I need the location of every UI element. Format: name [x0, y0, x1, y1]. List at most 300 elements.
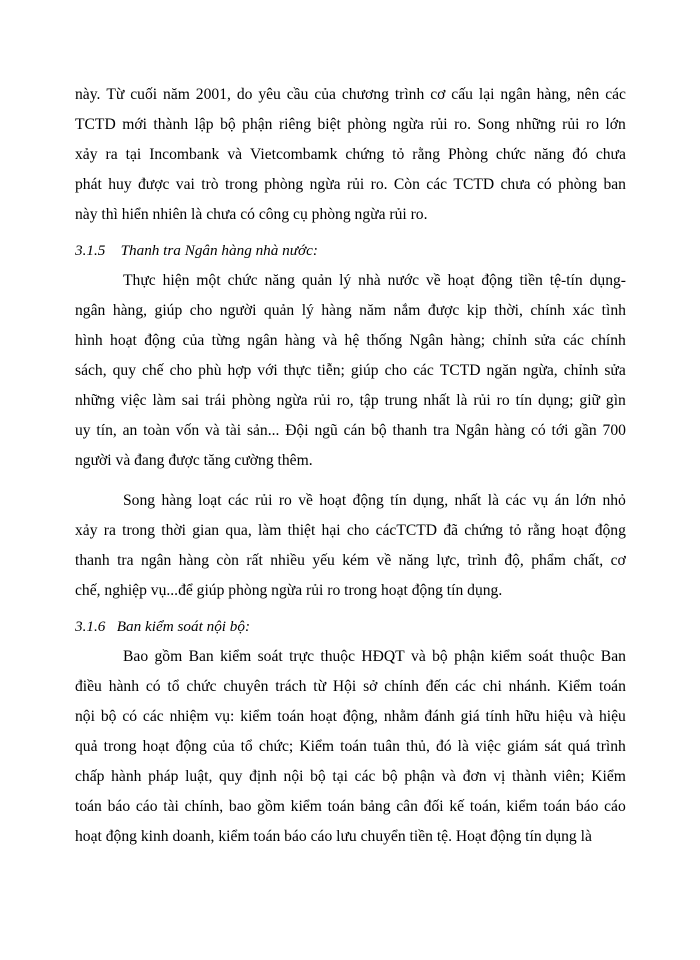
text-word: cáo: [604, 798, 626, 815]
text-word: Ngân: [409, 332, 444, 349]
text-word: năng: [264, 272, 295, 289]
text-word: yêu: [258, 86, 281, 103]
text-word: tổ: [240, 738, 253, 755]
text-word: bao: [228, 798, 252, 815]
text-word: toàn: [143, 422, 170, 439]
text-line: người và đang được tăng cường thêm.: [75, 452, 313, 469]
text-word: làm: [152, 392, 176, 409]
text-word: dụng;: [537, 392, 574, 409]
text-word: hại: [321, 522, 341, 539]
text-word: nhất: [454, 492, 482, 509]
text-line: [75, 516, 626, 546]
text-word: Kiểm: [557, 678, 593, 695]
text-word: hàng: [284, 332, 316, 349]
text-word: lý: [301, 302, 314, 319]
text-word: là: [487, 492, 500, 509]
text-word: gồm: [154, 648, 183, 665]
text-line: [75, 356, 626, 386]
text-word: ro: [585, 116, 599, 133]
text-word: chuyên: [223, 678, 269, 695]
text-word: phận: [454, 648, 485, 665]
text-word: do: [236, 86, 253, 103]
text-word: nhất: [423, 392, 451, 409]
text-word: toán: [75, 798, 102, 815]
text-word: tra: [432, 422, 450, 439]
text-word: hàng: [178, 552, 209, 569]
text-word: rất: [246, 552, 263, 569]
text-word: gian: [192, 522, 220, 539]
text-word: người: [219, 302, 257, 319]
text-word: hoạt: [142, 738, 170, 755]
text-word: hình: [75, 332, 103, 349]
text-word: giá: [460, 708, 480, 725]
text-word: tài: [225, 422, 242, 439]
text-word: toán,: [469, 798, 501, 815]
text-word: phận: [404, 768, 435, 785]
text-word: phòng: [558, 176, 598, 193]
text-word: độ,: [504, 552, 524, 569]
paragraph: [75, 642, 626, 852]
text-line: [75, 170, 626, 200]
section-heading: [75, 612, 626, 642]
text-word: với: [257, 362, 278, 379]
text-word: đơn: [462, 768, 487, 785]
text-word: tổ: [167, 678, 180, 695]
text-word: động: [175, 738, 207, 755]
text-word: sản...: [246, 422, 280, 439]
text-word: chưa: [595, 146, 626, 163]
text-word: sửa: [534, 332, 556, 349]
text-word: ro,: [336, 392, 354, 409]
text-word: ngũ: [314, 422, 338, 439]
text-line: [75, 642, 626, 672]
text-word: rằng: [412, 146, 441, 163]
text-line: [75, 702, 626, 732]
text-word: sở: [363, 678, 378, 695]
text-word: sai: [181, 392, 200, 409]
text-word: chất,: [573, 552, 604, 569]
text-line: [75, 486, 626, 516]
text-line: hoạt động kinh doanh, kiểm toán báo cáo lưu chuyển tiền tệ. Hoạt động tín dụng là: [75, 828, 592, 845]
text-word: cấu: [451, 86, 473, 103]
text-word: gần: [574, 422, 597, 439]
text-word: cácTCTD: [375, 522, 438, 539]
text-word: án: [554, 492, 570, 509]
text-word: tiễn;: [317, 362, 345, 379]
text-word: bộ: [432, 648, 448, 665]
text-word: tính: [485, 708, 510, 725]
text-word: cho: [346, 522, 370, 539]
text-word: nội: [75, 708, 95, 725]
text-word: kiểm: [506, 798, 538, 815]
text-word: qua,: [225, 522, 252, 539]
text-word: vai: [175, 176, 195, 193]
text-word: Ban: [188, 648, 214, 665]
text-word: tập: [359, 392, 379, 409]
heading-gap: [105, 242, 120, 259]
text-word: năng: [398, 552, 429, 569]
text-word: hàng: [494, 422, 526, 439]
text-word: trách: [275, 678, 307, 695]
text-word: viên;: [553, 768, 585, 785]
text-word: tra: [117, 552, 134, 569]
text-word: nắm: [393, 302, 421, 319]
text-word: vụ: [532, 492, 549, 509]
text-line: [75, 386, 626, 416]
text-word: làm: [257, 522, 282, 539]
text-word: rủi: [430, 116, 448, 133]
text-line: [75, 416, 626, 446]
text-word: những: [516, 116, 556, 133]
text-word: vụ:: [214, 708, 235, 725]
text-word: ngừa: [309, 176, 341, 193]
text-word: chức: [495, 146, 526, 163]
text-word: quản: [301, 272, 333, 289]
text-word: lập: [194, 116, 214, 133]
text-word: biệt: [317, 116, 341, 133]
text-word: chính: [530, 302, 566, 319]
text-word: việc: [474, 738, 501, 755]
section-title: Ban kiểm soát nội bộ:: [116, 618, 251, 635]
text-word: các: [227, 492, 249, 509]
text-word: hàng: [161, 492, 192, 509]
section-number: 3.1.5: [75, 242, 106, 259]
text-word: chương: [341, 86, 389, 103]
text-word: trong: [122, 522, 156, 539]
text-word: về: [376, 552, 392, 569]
text-word: trong: [224, 176, 258, 193]
text-word: là: [457, 738, 469, 755]
text-word: ro.: [370, 176, 388, 193]
text-word: được: [427, 302, 460, 319]
text-word: các: [354, 768, 376, 785]
text-word: rằng: [527, 522, 556, 539]
text-line: [75, 732, 626, 762]
text-line: [75, 792, 626, 822]
text-word: kiểm: [290, 798, 322, 815]
text-word: và: [411, 648, 426, 665]
text-word: đối: [423, 798, 444, 815]
text-line: chế, nghiệp vụ...để giúp phòng ngừa rủi ro trong hoạt động tín dụng.: [75, 582, 503, 599]
text-word: Ban: [600, 648, 626, 665]
text-word: Hội: [332, 678, 357, 695]
text-word: Incombank: [149, 146, 220, 163]
text-line: [75, 326, 626, 356]
text-word: việc: [120, 392, 147, 409]
paragraph-spacer: [75, 476, 626, 486]
text-word: quy: [112, 362, 136, 379]
text-word: tình: [601, 302, 626, 319]
text-word: tiền: [519, 272, 543, 289]
text-word: nhánh.: [508, 678, 551, 695]
paragraph: [75, 266, 626, 476]
text-word: và: [578, 708, 594, 725]
text-word: trình: [467, 552, 497, 569]
text-word: thiệt: [287, 522, 316, 539]
text-word: bộ: [310, 768, 326, 785]
text-word: bộ: [220, 116, 236, 133]
text-word: lớn: [605, 116, 626, 133]
text-word: hành: [111, 768, 142, 785]
text-word: năm: [359, 302, 387, 319]
text-word: báo: [107, 798, 131, 815]
text-word: toán: [599, 678, 626, 695]
text-word: báo: [575, 798, 599, 815]
text-line: [75, 80, 626, 110]
text-word: thành: [512, 768, 547, 785]
text-word: còn: [216, 552, 239, 569]
text-word: tỏ: [392, 146, 405, 163]
text-word: bộ: [371, 422, 387, 439]
text-word: các: [426, 176, 448, 193]
text-line: [75, 672, 626, 702]
text-word: hợp: [227, 362, 252, 379]
text-word: kế: [449, 798, 465, 815]
text-word: của: [212, 738, 235, 755]
text-line: này thì hiển nhiên là chưa có công cụ phòng ngừa rủi ro.: [75, 206, 428, 223]
text-word: đánh: [424, 708, 455, 725]
text-word: trò: [201, 176, 219, 193]
text-word: thủ,: [406, 738, 430, 755]
section-title: Thanh tra Ngân hàng nhà nước:: [120, 242, 318, 259]
text-word: năm: [163, 86, 190, 103]
text-word: những: [75, 392, 115, 409]
text-word: bộ: [382, 768, 398, 785]
text-word: nên: [576, 86, 600, 103]
text-word: chỉnh: [492, 332, 528, 349]
paragraph: [75, 486, 626, 606]
text-word: và: [441, 768, 457, 785]
text-word: hiện: [162, 272, 190, 289]
text-word: xảy: [75, 146, 98, 163]
text-word: cho: [384, 362, 408, 379]
text-word: giúp: [154, 302, 183, 319]
text-line: [75, 546, 626, 576]
text-word: Thực: [123, 272, 156, 289]
text-word: hoạt: [319, 492, 347, 509]
text-word: giúp: [350, 362, 379, 379]
text-word: ro: [496, 392, 510, 409]
text-line: [75, 110, 626, 140]
text-word: hữu: [515, 708, 540, 725]
text-word: chính,: [184, 798, 224, 815]
text-word: ngừa,: [522, 362, 558, 379]
text-word: các: [142, 708, 164, 725]
text-word: luật,: [185, 768, 213, 785]
text-word: động: [144, 332, 176, 349]
text-word: pháp: [148, 768, 179, 785]
text-word: cho: [189, 302, 213, 319]
text-word: trực: [289, 648, 314, 665]
text-word: hàng,: [536, 86, 571, 103]
text-word: phù: [198, 362, 222, 379]
text-word: thanh: [392, 422, 428, 439]
text-word: giám: [507, 738, 539, 755]
text-word: mới: [122, 116, 147, 133]
text-word: sát: [544, 738, 562, 755]
text-word: ngừa: [276, 392, 308, 409]
text-word: hoạt: [110, 332, 137, 349]
text-word: bộ: [100, 708, 117, 725]
text-word: quá: [567, 738, 591, 755]
text-word: rủi: [346, 176, 365, 193]
text-word: thuộc: [320, 648, 356, 665]
text-word: hàng,: [112, 302, 148, 319]
text-word: đã: [443, 522, 459, 539]
text-word: về: [298, 492, 313, 509]
paragraph: [75, 80, 626, 230]
text-word: của: [314, 86, 336, 103]
text-word: là: [456, 392, 468, 409]
text-word: cân: [396, 798, 418, 815]
text-word: ngân: [247, 332, 278, 349]
text-word: ngừa: [392, 116, 424, 133]
text-word: quy: [219, 768, 243, 785]
text-word: kém: [342, 552, 370, 569]
text-word: tới: [551, 422, 569, 439]
text-word: hiệu: [545, 708, 573, 725]
text-word: từng: [211, 332, 240, 349]
text-word: huy: [108, 176, 132, 193]
text-word: Song: [477, 116, 510, 133]
text-word: dụng-: [589, 272, 626, 289]
text-word: kịp: [466, 302, 487, 319]
text-word: chế: [141, 362, 164, 379]
text-word: lớn: [575, 492, 597, 509]
text-word: trình: [394, 86, 425, 103]
page-text-body: [75, 80, 626, 852]
text-word: động: [481, 272, 513, 289]
text-word: động: [594, 522, 626, 539]
text-word: có: [122, 708, 138, 725]
text-word: tín,: [96, 422, 117, 439]
text-word: xác: [572, 302, 595, 319]
text-word: các: [505, 492, 527, 509]
text-word: điều: [75, 678, 102, 695]
text-word: nước: [387, 272, 419, 289]
text-word: và: [322, 332, 338, 349]
text-word: soát: [528, 648, 554, 665]
text-word: động: [352, 492, 384, 509]
text-word: loạt: [198, 492, 222, 509]
text-word: cán: [343, 422, 366, 439]
text-word: vị: [493, 768, 506, 785]
text-word: rủi: [313, 392, 331, 409]
text-word: Song: [123, 492, 156, 509]
text-word: tỏ: [509, 522, 522, 539]
text-word: riêng: [278, 116, 312, 133]
text-word: gìn: [605, 392, 626, 409]
text-word: và: [227, 146, 243, 163]
text-word: xảy: [75, 522, 98, 539]
text-word: kiểm: [240, 708, 272, 725]
text-word: các: [413, 362, 434, 379]
text-word: rủi: [562, 116, 580, 133]
text-word: rủi: [473, 392, 491, 409]
text-word: thực: [283, 362, 312, 379]
text-word: TCTD: [75, 116, 116, 133]
text-word: từ: [313, 678, 327, 695]
text-word: yếu: [312, 552, 335, 569]
text-word: toán: [277, 708, 305, 725]
text-word: Còn: [393, 176, 420, 193]
text-line: [75, 266, 626, 296]
text-word: sửa: [604, 362, 626, 379]
text-word: hiệu: [599, 708, 626, 725]
text-word: lại: [478, 86, 495, 103]
text-word: hệ: [344, 332, 360, 349]
text-word: này.: [75, 86, 101, 103]
text-word: vốn: [175, 422, 200, 439]
text-word: toán: [327, 798, 355, 815]
text-word: Ngân: [455, 422, 490, 439]
text-word: chức: [227, 272, 258, 289]
text-line: [75, 762, 626, 792]
text-word: 700: [602, 422, 626, 439]
text-word: ban: [603, 176, 626, 193]
text-word: phát: [75, 176, 102, 193]
text-line: [75, 296, 626, 326]
text-word: cầu: [286, 86, 309, 103]
text-word: soát: [257, 648, 283, 665]
text-word: tệ-tín: [549, 272, 583, 289]
text-word: hành: [108, 678, 140, 695]
text-word: hàng: [321, 302, 352, 319]
text-word: hàng;: [450, 332, 486, 349]
text-word: và: [205, 422, 220, 439]
text-word: chứng: [345, 146, 385, 163]
text-word: Phòng: [448, 146, 488, 163]
text-word: TCTD: [453, 176, 495, 193]
text-word: chức;: [258, 738, 294, 755]
text-word: thời: [161, 522, 186, 539]
section-heading: [75, 236, 626, 266]
text-word: ngăn: [486, 362, 517, 379]
text-word: gồm: [257, 798, 285, 815]
text-word: thuộc: [559, 648, 595, 665]
text-word: Kiểm: [299, 738, 335, 755]
text-word: thống: [366, 332, 403, 349]
text-word: một: [196, 272, 221, 289]
text-word: chứng: [464, 522, 504, 539]
text-word: cuối: [130, 86, 158, 103]
text-word: quản: [263, 302, 295, 319]
text-word: chỉnh: [563, 362, 599, 379]
text-word: tín: [390, 492, 407, 509]
text-word: TCTD: [439, 362, 481, 379]
text-word: tín: [515, 392, 533, 409]
text-word: kiểm: [490, 648, 522, 665]
text-word: ra: [103, 522, 116, 539]
text-word: uy: [75, 422, 91, 439]
text-word: chưa: [500, 176, 531, 193]
text-word: thành: [153, 116, 189, 133]
text-word: nhà: [358, 272, 381, 289]
text-word: có: [530, 422, 546, 439]
text-word: về: [425, 272, 441, 289]
text-word: phòng: [231, 392, 271, 409]
text-word: động,: [342, 708, 378, 725]
text-word: các: [605, 86, 626, 103]
text-word: nội: [283, 768, 304, 785]
text-word: chi: [482, 678, 502, 695]
text-word: tại: [125, 146, 142, 163]
text-word: trong: [103, 738, 137, 755]
text-word: hoạt: [561, 522, 589, 539]
text-word: chính: [384, 678, 419, 695]
text-word: phận: [242, 116, 273, 133]
text-word: định: [249, 768, 277, 785]
